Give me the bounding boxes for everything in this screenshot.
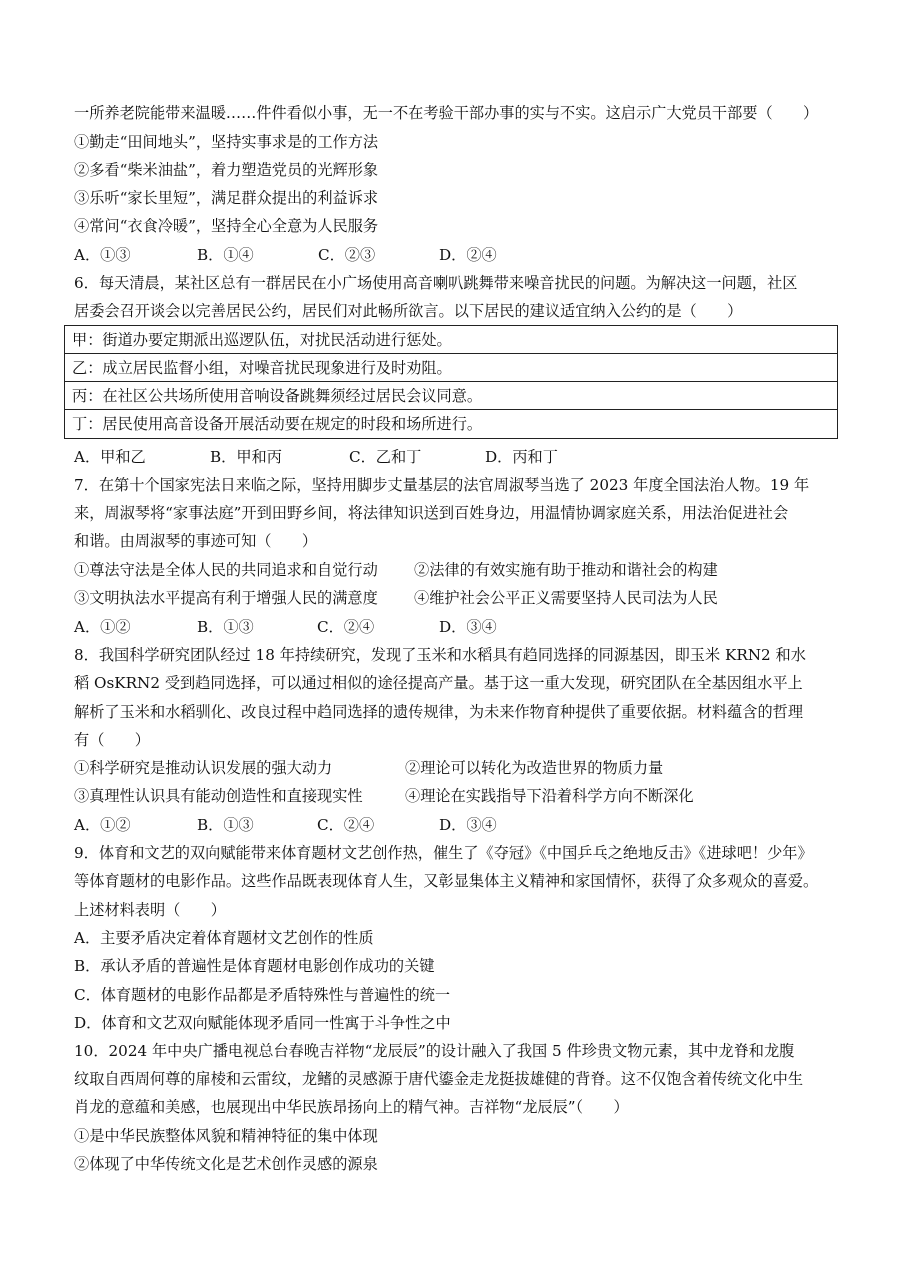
q9-option-d[interactable]: D．体育和文艺双向赋能体现矛盾同一性寓于斗争性之中 — [74, 1014, 451, 1032]
q9-option-c[interactable]: C．体育题材的电影作品都是矛盾特殊性与普遍性的统一 — [74, 986, 451, 1004]
q5-statement-2: ②多看“柴米油盐”，着力塑造党员的光辉形象 — [74, 161, 379, 179]
q10-statement-2: ②体现了中华传统文化是艺术创作灵感的源泉 — [74, 1155, 378, 1173]
q8-statement-4: ④理论在实践指导下沿着科学方向不断深化 — [405, 787, 694, 805]
q9-stem-line-3: 上述材料表明（ ） — [74, 901, 226, 919]
q8-stem-line-2: 稻 OsKRN2 受到趋同选择，可以通过相似的途径提高产量。基于这一重大发现，研究团队在全基因组水平上 — [74, 674, 803, 692]
q10-statement-1: ①是中华民族整体风貌和精神特征的集中体现 — [74, 1127, 378, 1145]
q6-option-b[interactable]: B．甲和丙 — [210, 448, 282, 466]
q5-statement-3: ③乐听“家长里短”，满足群众提出的利益诉求 — [74, 189, 379, 207]
q9-option-a[interactable]: A．主要矛盾决定着体育题材文艺创作的性质 — [74, 929, 374, 947]
q5-statement-4: ④常问“衣食冷暖”，坚持全心全意为人民服务 — [74, 217, 379, 235]
q9-stem-line-2: 等体育题材的电影作品。这些作品既表现体育人生，又彰显集体主义精神和家国情怀，获得了众多观众的喜爱。 — [74, 872, 819, 890]
q8-option-a[interactable]: A．①② — [74, 816, 131, 834]
q6-suggestion-row: 乙：成立居民监督小组，对噪音扰民现象进行及时劝阻。 — [65, 354, 837, 382]
q7-stem-line-3: 和谐。由周淑琴的事迹可知（ ） — [74, 532, 317, 550]
q5-option-c[interactable]: C．②③ — [318, 246, 376, 264]
q8-statement-1: ①科学研究是推动认识发展的强大动力 — [74, 759, 333, 777]
q6-suggestion-row: 甲：街道办要定期派出巡逻队伍，对扰民活动进行惩处。 — [65, 326, 837, 354]
q6-suggestion-table — [64, 325, 838, 439]
q8-option-c[interactable]: C．②④ — [317, 816, 375, 834]
q7-option-b[interactable]: B．①③ — [197, 618, 254, 636]
q8-statement-3: ③真理性认识具有能动创造性和直接现实性 — [74, 787, 363, 805]
q8-stem-line-4: 有（ ） — [74, 731, 150, 749]
q8-stem-line-1: 8．我国科学研究团队经过 18 年持续研究，发现了玉米和水稻具有趋同选择的同源基因，即玉米 KRN2 和水 — [74, 646, 806, 664]
q6-option-d[interactable]: D．丙和丁 — [485, 448, 558, 466]
q7-statement-1: ①尊法守法是全体人民的共同追求和自觉行动 — [74, 561, 378, 579]
q10-stem-line-3: 肖龙的意蕴和美感，也展现出中华民族昂扬向上的精气神。吉祥物“龙辰辰”（ ） — [74, 1098, 629, 1116]
q7-stem-line-1: 7．在第十个国家宪法日来临之际，坚持用脚步丈量基层的法官周淑琴当选了 2023 年度全国法治人物。19 年 — [74, 476, 810, 494]
q5-option-b[interactable]: B．①④ — [197, 246, 254, 264]
q7-statement-4: ④维护社会公平正义需要坚持人民司法为人民 — [414, 589, 718, 607]
q5-option-a[interactable]: A．①③ — [74, 246, 131, 264]
q8-stem-line-3: 解析了玉米和水稻驯化、改良过程中趋同选择的遗传规律，为未来作物育种提供了重要依据。材料蕴含的哲理 — [74, 703, 803, 721]
q7-statement-3: ③文明执法水平提高有利于增强人民的满意度 — [74, 589, 378, 607]
q6-option-c[interactable]: C．乙和丁 — [349, 448, 422, 466]
q7-option-d[interactable]: D．③④ — [439, 618, 497, 636]
q8-option-b[interactable]: B．①③ — [197, 816, 254, 834]
q9-option-b[interactable]: B．承认矛盾的普遍性是体育题材电影创作成功的关键 — [74, 957, 435, 975]
q6-option-a[interactable]: A．甲和乙 — [74, 448, 146, 466]
q6-stem-line-2: 居委会召开谈会以完善居民公约，居民们对此畅所欲言。以下居民的建议适宜纳入公约的是（ ） — [74, 302, 743, 320]
q10-stem-line-1: 10．2024 年中央广播电视总台春晚吉祥物“龙辰辰”的设计融入了我国 5 件珍贵文物元素，其中龙脊和龙腹 — [74, 1042, 795, 1060]
q7-option-c[interactable]: C．②④ — [317, 618, 375, 636]
q7-statement-2: ②法律的有效实施有助于推动和谐社会的构建 — [414, 561, 718, 579]
q6-suggestion-row: 丁：居民使用高音设备开展活动要在规定的时段和场所进行。 — [72, 415, 483, 433]
q6-stem-line-1: 6．每天清晨，某社区总有一群居民在小广场使用高音喇叭跳舞带来噪音扰民的问题。为解决这一问题，社区 — [74, 274, 798, 292]
q9-stem-line-1: 9．体育和文艺的双向赋能带来体育题材文艺创作热，催生了《夺冠》《中国乒乓之绝地反击》《进球吧！少年》 — [74, 844, 813, 862]
q10-stem-line-2: 纹取自西周何尊的扉棱和云雷纹，龙鳍的灵感源于唐代鎏金走龙挺拔雄健的背脊。这不仅饱含着传统文化中生 — [74, 1070, 803, 1088]
q5-stem-line: 一所养老院能带来温暖……件件看似小事，无一不在考验干部办事的实与不实。这启示广大党员干部要（ ） — [74, 104, 819, 122]
q5-statement-1: ①勤走“田间地头”，坚持实事求是的工作方法 — [74, 133, 379, 151]
q7-option-a[interactable]: A．①② — [74, 618, 131, 636]
q8-statement-2: ②理论可以转化为改造世界的物质力量 — [405, 759, 664, 777]
q5-option-d[interactable]: D．②④ — [439, 246, 497, 264]
q6-suggestion-row: 丙：在社区公共场所使用音响设备跳舞须经过居民会议同意。 — [65, 382, 837, 410]
q7-stem-line-2: 来，周淑琴将“家事法庭”开到田野乡间，将法律知识送到百姓身边，用温情协调家庭关系，用法治促进社会 — [74, 504, 789, 522]
q8-option-d[interactable]: D．③④ — [439, 816, 497, 834]
